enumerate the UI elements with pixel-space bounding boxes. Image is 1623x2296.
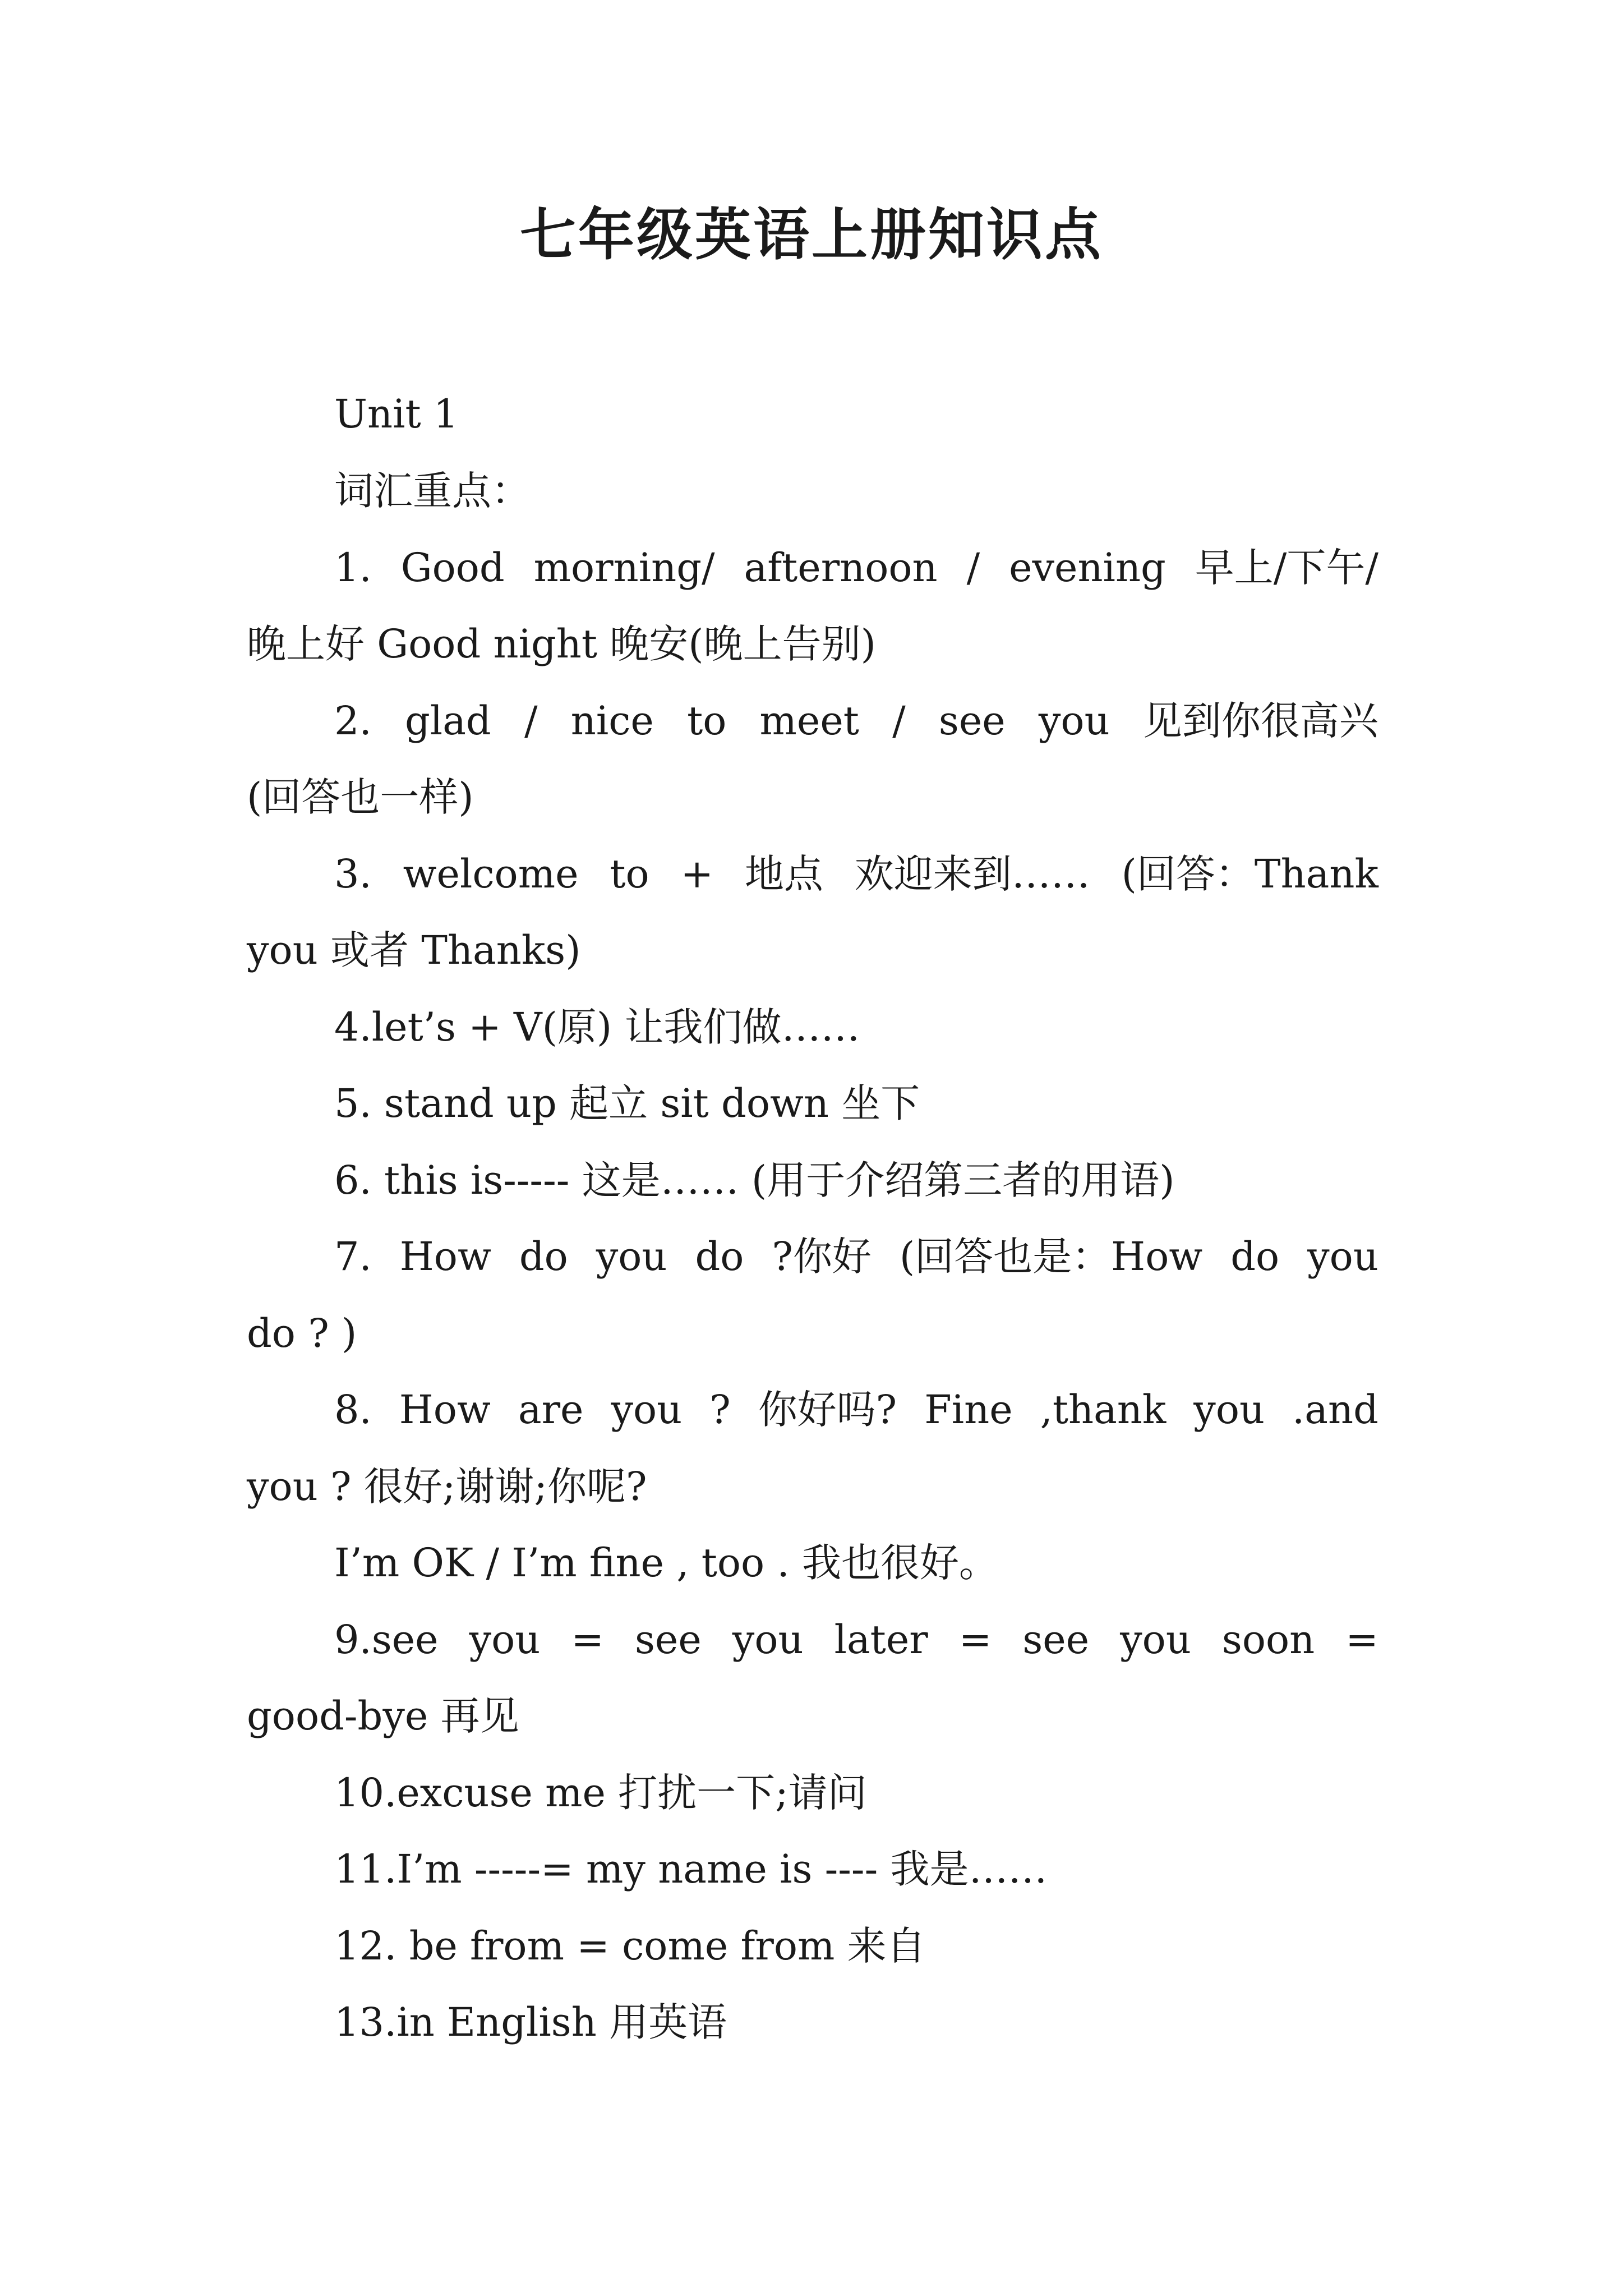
item-9-line-2: good-bye 再见 [247,1693,519,1739]
word: 7. [334,1234,372,1280]
word: .and [1292,1387,1378,1433]
word: ,thank [1040,1387,1166,1433]
word: = [571,1617,604,1663]
section-heading: 词汇重点： [334,468,531,514]
word: 9.see [334,1617,439,1663]
word: evening [1009,545,1166,591]
word: = [958,1617,992,1663]
word: Fine [924,1387,1013,1433]
word: meet [759,698,859,744]
word: (回答：Thank [1121,851,1378,897]
word: glad [405,698,491,744]
word: 早上/下午/ [1195,545,1378,591]
word: you [469,1617,541,1663]
word: see [1022,1617,1090,1663]
item-1-line-2: 晚上好 Good night 晚安(晚上告别) [247,621,876,667]
item-1-line-1 [334,540,1378,596]
word: + [680,851,714,897]
word: (回答也是：How [899,1234,1203,1280]
word: you [596,1234,667,1280]
word: ? [709,1387,731,1433]
item-11: 11.I’m -----= my name is ---- 我是…… [334,1846,1048,1892]
word: / [524,698,538,744]
item-3-line-1 [334,846,1378,902]
word: are [518,1387,584,1433]
word: 8. [334,1387,372,1433]
word: you [1038,698,1110,744]
word: do [519,1234,568,1280]
item-2-line-1 [334,693,1378,749]
word: see [635,1617,702,1663]
word: see [938,698,1006,744]
word: do [1230,1234,1280,1280]
item-7-line-2: do ? ) [247,1310,357,1356]
word: 2. [334,698,372,744]
word: to [610,851,649,897]
word: afternoon [744,545,938,591]
item-12: 12. be from = come from 来自 [334,1923,926,1969]
item-3-line-2: you 或者 Thanks) [247,927,581,973]
word: soon [1221,1617,1315,1663]
item-10: 10.excuse me 打扰一下;请问 [334,1770,867,1816]
word: How [399,1387,491,1433]
word: welcome [403,851,579,897]
word: you [1307,1234,1378,1280]
word: ?你好 [772,1234,872,1280]
word: 地点 [744,851,823,897]
item-4: 4.let’s + V(原) 让我们做…… [334,1004,860,1050]
word: later [834,1617,928,1663]
word: 欢迎来到…… [854,851,1090,897]
item-13: 13.in English 用英语 [334,1999,727,2045]
word: = [1345,1617,1378,1663]
item-9-line-1 [334,1612,1378,1668]
word: 见到你很高兴 [1142,698,1378,744]
word: 3. [334,851,372,897]
item-8-line-1 [334,1382,1378,1438]
word: you [611,1387,683,1433]
word: How [399,1234,491,1280]
word: do [695,1234,744,1280]
word: morning/ [533,545,715,591]
word: you [1120,1617,1191,1663]
word: 你好吗? [758,1387,897,1433]
word: / [892,698,906,744]
item-7-line-1 [334,1228,1378,1285]
item-2-line-2: (回答也一样) [247,774,474,820]
word: nice [570,698,654,744]
item-8-line-3: I’m OK / I’m fine , too . 我也很好。 [334,1540,998,1586]
word: you [1193,1387,1265,1433]
item-8-line-2: you ? 很好;谢谢;你呢? [247,1464,647,1510]
word: you [732,1617,804,1663]
word: / [966,545,980,591]
item-6: 6. this is----- 这是…… (用于介绍第三者的用语) [334,1157,1175,1203]
word: Good [400,545,505,591]
word: 1. [334,545,372,591]
unit-heading: Unit 1 [334,391,459,437]
page-title: 七年级英语上册知识点 [520,201,1103,268]
item-5: 5. stand up 起立 sit down 坐下 [334,1080,920,1126]
word: to [687,698,727,744]
